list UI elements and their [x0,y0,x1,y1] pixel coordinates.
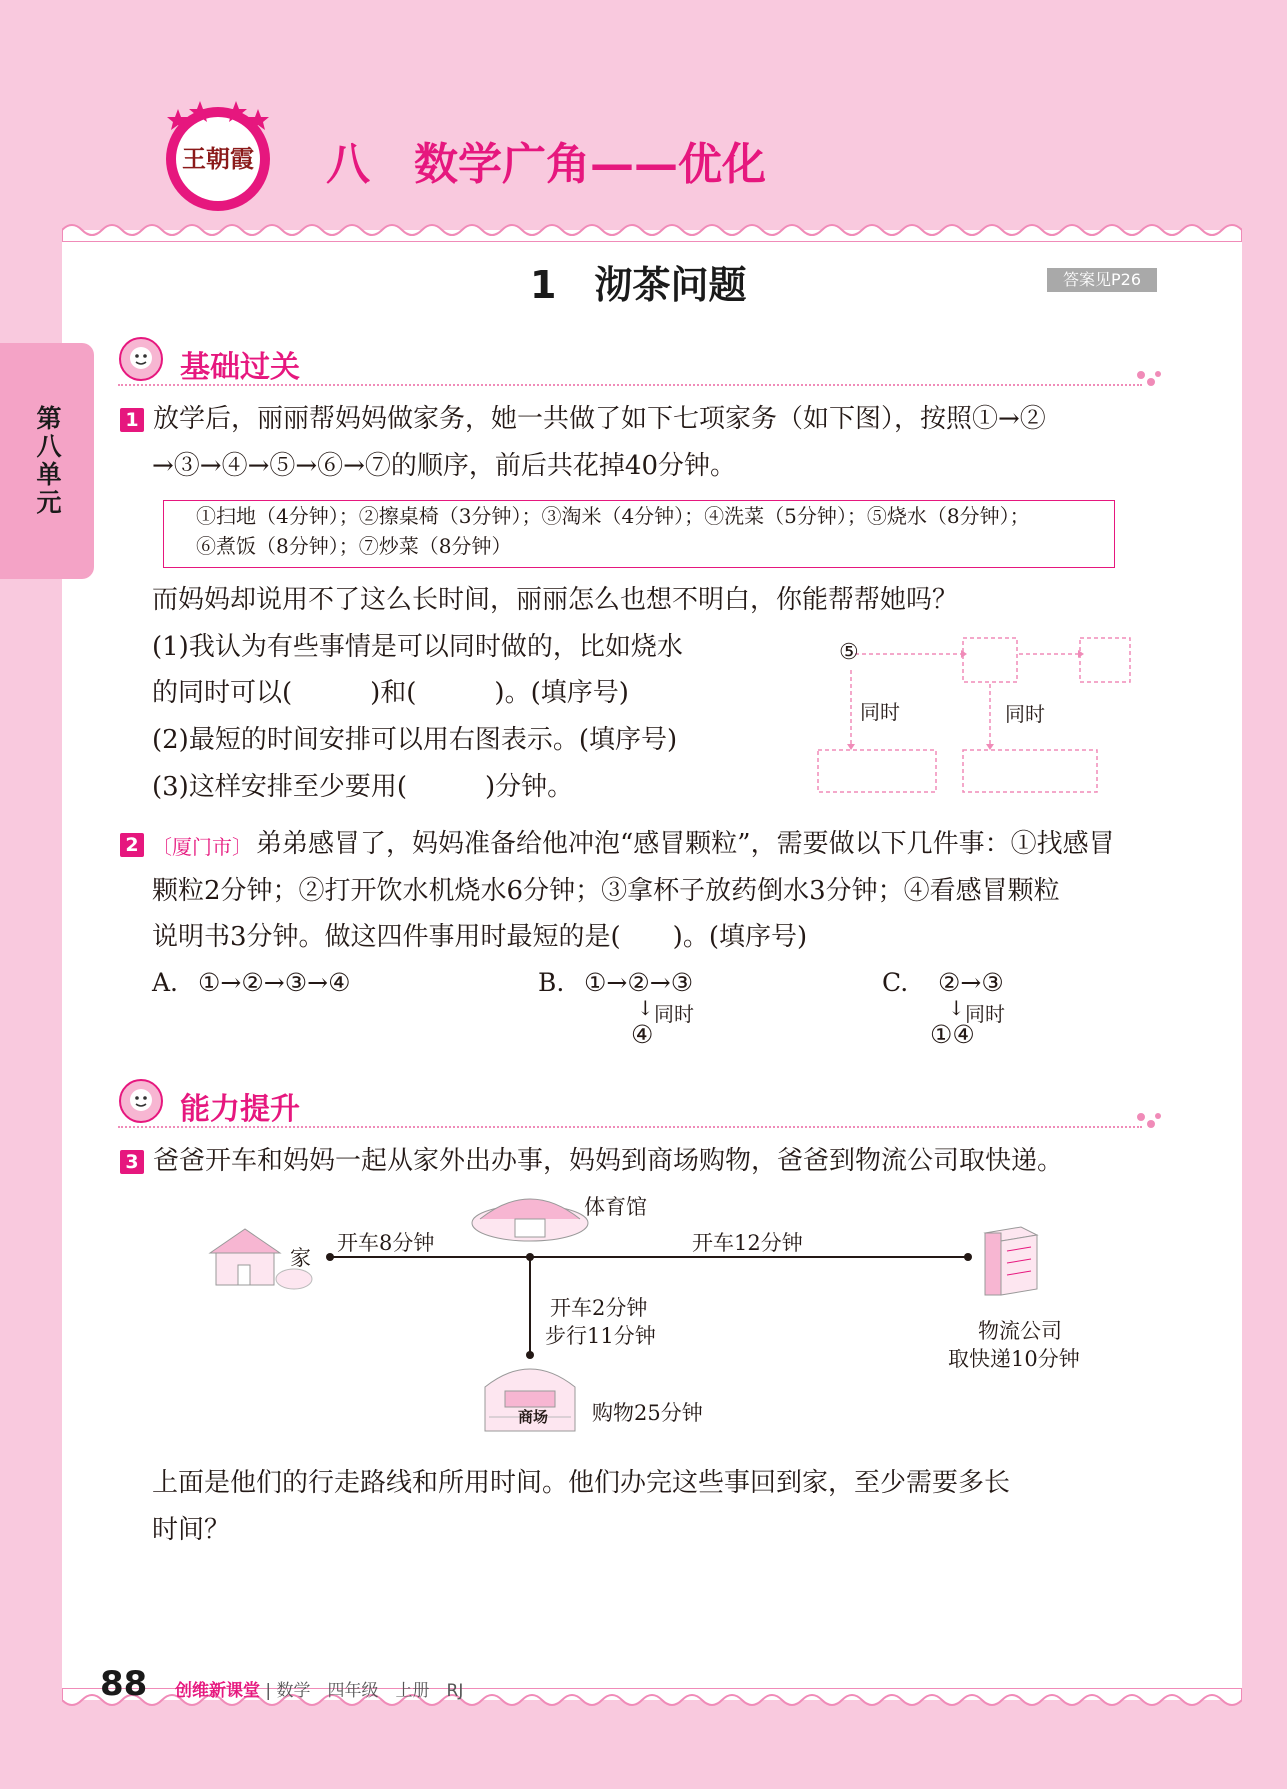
q1-chores-box [163,500,1115,568]
q2-option-b-bottom: ④ [631,1020,654,1049]
q3-text-line3: 时间？ [152,1515,231,1545]
map-drive-8: 开车8分钟 [337,1231,435,1255]
dots-decoration-icon [1136,1112,1162,1134]
q2-option-a: ①→②→③→④ [198,968,351,997]
footer-info [175,1676,463,1701]
map-gym-label: 体育馆 [584,1195,647,1219]
map-mall-sign: 商场 [518,1408,549,1426]
q2-option-b-label: B. [538,968,565,997]
chores-line2: ⑥煮饭（8分钟）；⑦炒菜（8分钟） [196,534,512,558]
section-heading-advanced: 能力提升 [180,1092,300,1127]
q1-sub1-line1: (1)我认为有些事情是可以同时做的，比如烧水 [152,632,683,662]
q1-sub2: (2)最短的时间安排可以用右图表示。(填序号) [152,725,678,755]
logo-text: 王朝霞 [182,145,254,173]
q2-option-c-arrow-icon: ↓ [948,996,965,1020]
q2-option-b: ①→②→③ [584,968,694,997]
q2-region-tag: 〔厦门市〕 [152,835,252,859]
lesson-title: 1 沏茶问题 [530,263,747,307]
question-3-number: 3 [120,1150,144,1174]
q3-text-line1: 爸爸开车和妈妈一起从家外出办事，妈妈到商场购物，爸爸到物流公司取快递。 [153,1146,1064,1176]
q2-text-line2: 颗粒2分钟；②打开饮水机烧水6分钟；③拿杯子放药倒水3分钟；④看感冒颗粒 [152,876,1060,906]
unit-side-tab: 第八单元 [0,343,94,579]
map-walk-11: 步行11分钟 [545,1324,656,1348]
map-logistics-label: 物流公司 [978,1319,1062,1343]
q2-option-c-bottom: ①④ [930,1020,975,1049]
diagram-start-5: ⑤ [839,640,859,665]
map-drive-12: 开车12分钟 [692,1231,803,1255]
map-home-label: 家 [290,1246,311,1270]
chapter-title: 八 数学广角——优化 [326,139,766,190]
q1-sub3: (3)这样安排至少要用( )分钟。 [152,772,574,802]
section-divider [118,1126,1142,1128]
page-number: 88 [100,1664,148,1704]
section-divider [118,384,1142,386]
q1-sub1-line2: 的同时可以( )和( )。(填序号) [152,678,629,708]
chores-line1: ①扫地（4分钟）；②擦桌椅（3分钟）；③淘米（4分钟）；④洗菜（5分钟）；⑤烧水（8分钟）； [196,504,1030,528]
q2-option-b-arrow-icon: ↓ [637,996,654,1020]
mascot-icon [118,336,164,382]
map-drive-2: 开车2分钟 [550,1296,648,1320]
gymnasium-icon [465,1185,595,1245]
q2-option-a-label: A. [152,968,179,997]
map-pickup-10: 取快递10分钟 [948,1347,1080,1371]
logistics-building-icon [975,1223,1047,1305]
q2-text-line3: 说明书3分钟。做这四件事用时最短的是( )。(填序号) [152,922,808,952]
q1-text-line2: →③→④→⑤→⑥→⑦的顺序，前后共花掉40分钟。 [152,451,737,481]
mascot-icon [118,1078,164,1124]
q1-text-line3: 而妈妈却说用不了这么长时间，丽丽怎么也想不明白，你能帮帮她吗？ [152,585,959,615]
footer-brand: 创维新课堂 [175,1681,260,1701]
section-heading-basic: 基础过关 [180,350,300,385]
brand-logo [158,95,278,215]
q2-option-c-label: C. [882,968,909,997]
q2-text-line1: 弟弟感冒了，妈妈准备给他冲泡“感冒颗粒”，需要做以下几件事：①找感冒 [256,829,1115,859]
answer-reference-badge: 答案见P26 [1047,268,1157,292]
q3-text-line2: 上面是他们的行走路线和所用时间。他们办完这些事回到家，至少需要多长 [152,1468,1011,1498]
q2-option-b-simul: 同时 [654,1002,694,1026]
diagram-simul-label-2: 同时 [1005,702,1045,726]
q1-text-line1: 放学后，丽丽帮妈妈做家务，她一共做了如下七项家务（如下图），按照①→② [153,404,1046,434]
q3-route-map [200,1185,1120,1450]
q2-option-c-simul: 同时 [965,1002,1005,1026]
diagram-simul-label-1: 同时 [860,700,900,724]
question-2-number: 2 [120,833,144,857]
q1-schedule-diagram [815,628,1145,798]
footer-book-info: | 数学 四年级 上册 RJ [265,1681,464,1701]
question-1-number: 1 [120,408,144,432]
q2-option-c: ②→③ [938,968,1004,997]
map-shopping-25: 购物25分钟 [592,1401,703,1425]
dots-decoration-icon [1136,370,1162,392]
